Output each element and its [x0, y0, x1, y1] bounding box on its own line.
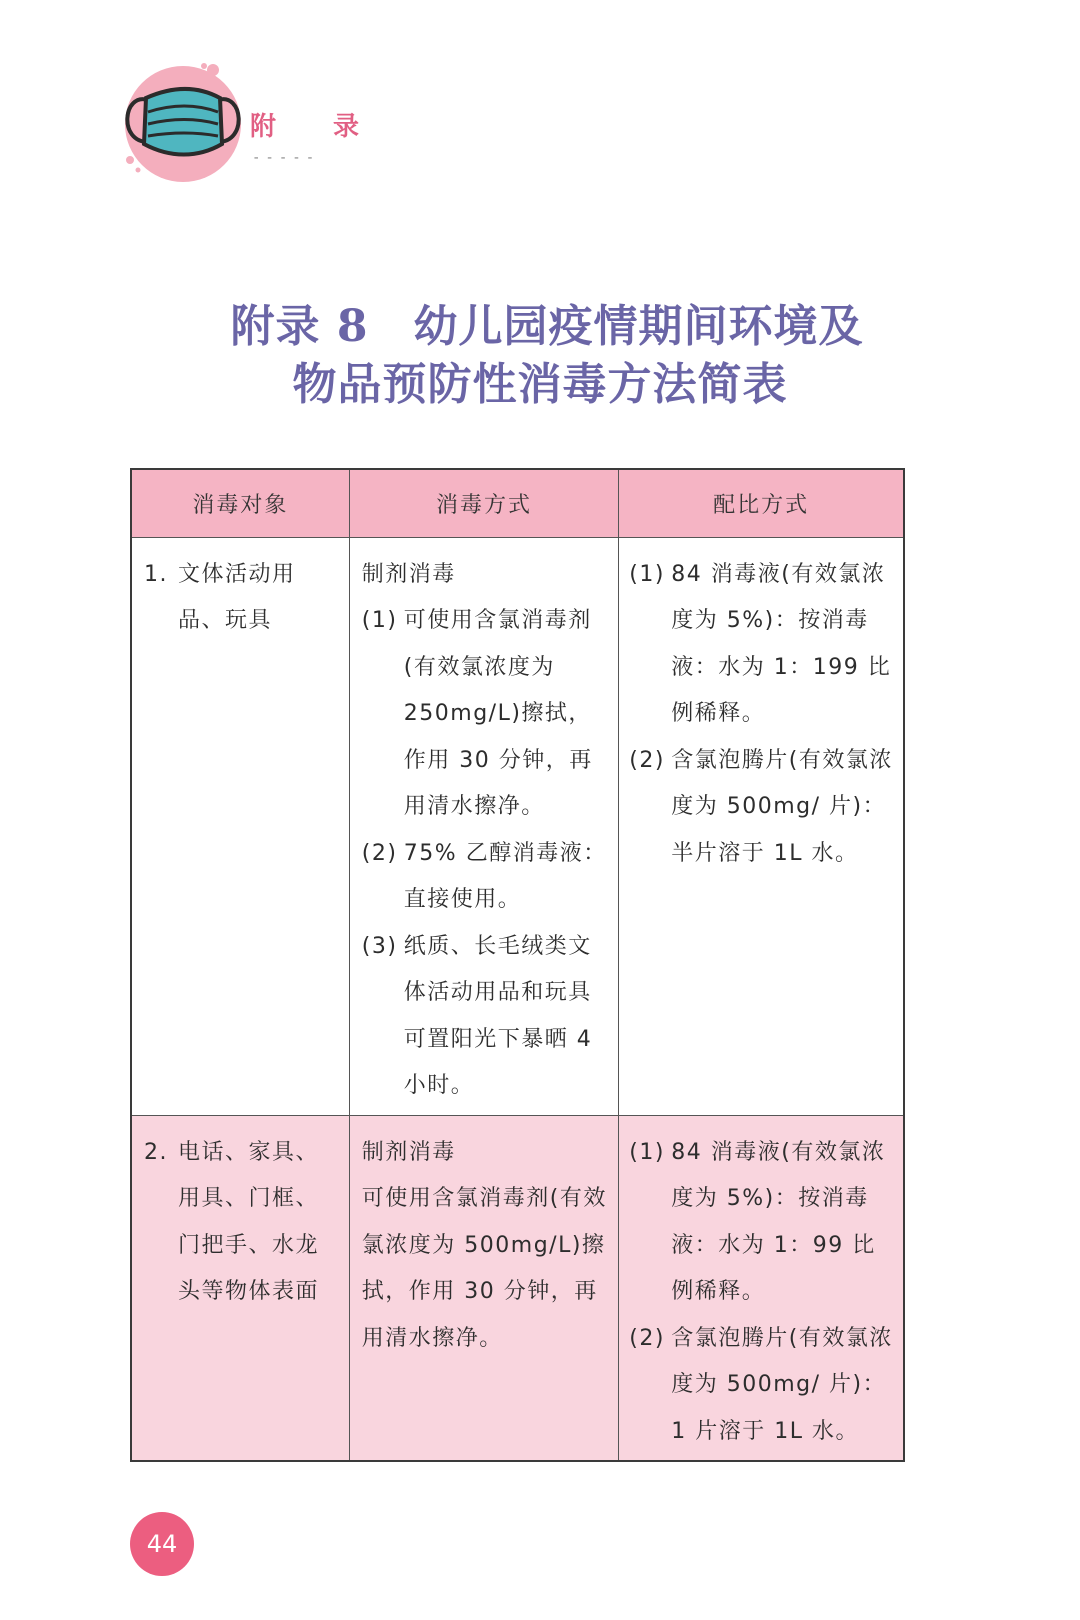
object-cell	[131, 537, 349, 1115]
page-title	[0, 298, 1080, 414]
table-row	[131, 1115, 904, 1461]
column-header-object: 消毒对象	[131, 469, 349, 537]
method-cell	[349, 537, 618, 1115]
ratio-item: (2) 含氯泡腾片(有效氯浓度为 500mg/ 片)：半片溶于 1L 水。	[629, 747, 893, 866]
disinfection-table	[130, 468, 905, 1462]
row-number: 1.	[144, 561, 168, 587]
column-header-ratio: 配比方式	[619, 469, 904, 537]
method-item: (2) 75% 乙醇消毒液：直接使用。	[361, 840, 607, 912]
table-header-row	[131, 469, 904, 537]
ratio-item: (2) 含氯泡腾片(有效氯浓度为 500mg/ 片)：1 片溶于 1L 水。	[629, 1325, 893, 1444]
object-text: 文体活动用品、玩具	[178, 561, 296, 633]
object-cell	[131, 1115, 349, 1461]
ratio-item: (1) 84 消毒液(有效氯浓度为 5%)：按消毒液：水为 1：199 比例稀释。	[629, 561, 892, 726]
method-item: (1) 可使用含氯消毒剂(有效氯浓度为250mg/L)擦拭，作用 30 分钟，再用清水擦净。	[361, 608, 593, 819]
page-title-line-1: 附录 8 幼儿园疫情期间环境及	[230, 301, 864, 352]
table-row	[131, 537, 904, 1115]
page-title-line-2: 物品预防性消毒方法简表	[292, 359, 788, 410]
section-label: 附 录	[250, 112, 384, 142]
object-text: 电话、家具、用具、门框、门把手、水龙头等物体表面	[178, 1139, 320, 1304]
method-heading: 制剂消毒	[361, 561, 456, 587]
ratio-cell	[619, 537, 904, 1115]
section-divider: -----	[252, 150, 320, 166]
ratio-item: (1) 84 消毒液(有效氯浓度为 5%)：按消毒液：水为 1：99 比例稀释。	[629, 1139, 886, 1304]
ratio-cell	[619, 1115, 904, 1461]
method-heading: 制剂消毒	[361, 1139, 456, 1165]
row-number: 2.	[144, 1139, 168, 1165]
method-cell	[349, 1115, 618, 1461]
page-number: 44	[130, 1512, 194, 1576]
method-item: (3) 纸质、长毛绒类文体活动用品和玩具可置阳光下暴晒 4 小时。	[361, 933, 593, 1098]
method-text: 可使用含氯消毒剂(有效氯浓度为 500mg/L)擦拭，作用 30 分钟，再用清水擦净。	[361, 1186, 607, 1351]
column-header-method: 消毒方式	[349, 469, 618, 537]
